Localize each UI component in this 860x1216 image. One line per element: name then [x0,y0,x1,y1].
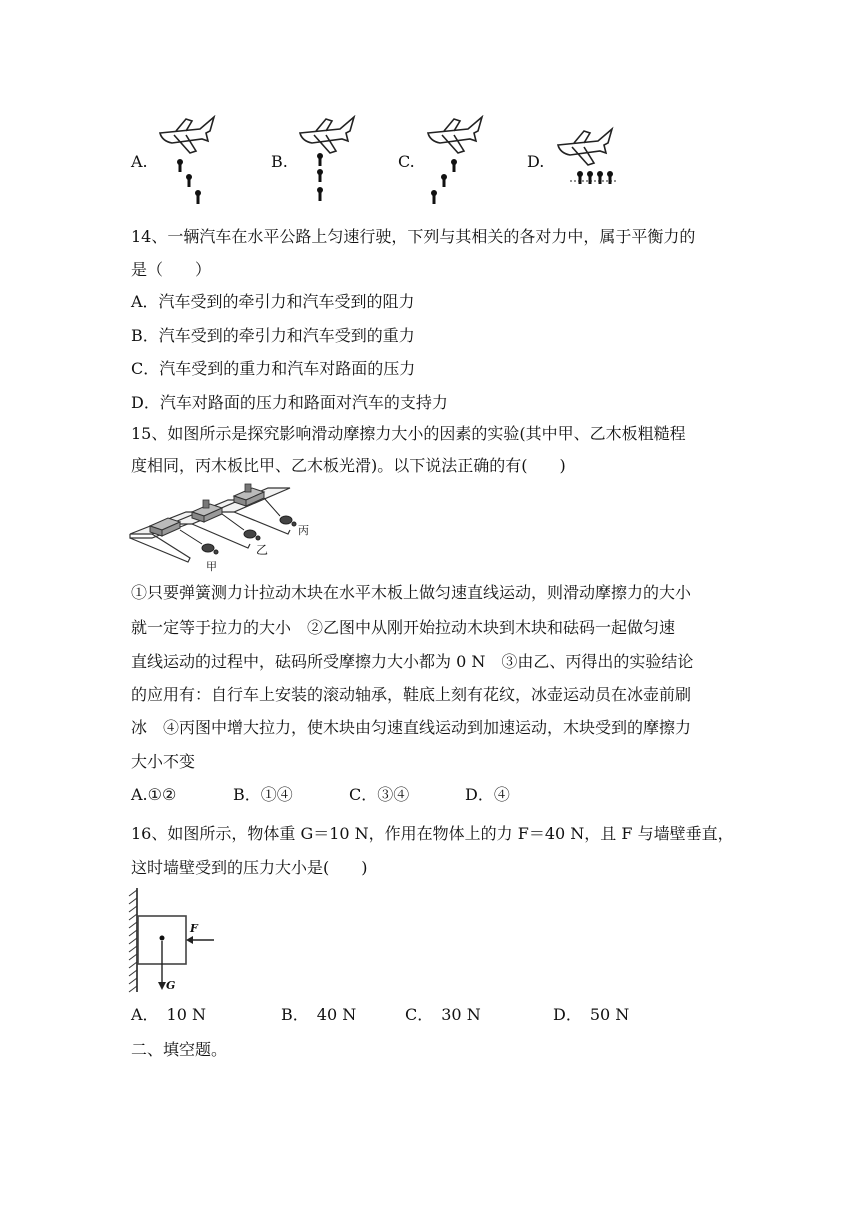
q15-body-line6: 大小不变 [131,752,196,771]
label-yi: 乙 [256,543,269,557]
q16-option-b: B． 40 N [281,1005,357,1024]
q13-option-b-label: B. [271,152,288,171]
block-yi [192,500,222,522]
q15-stem-line2: 度相同，丙木板比甲、乙木板光滑)。以下说法正确的有( ) [131,456,566,475]
q15-body-line5: 冰 ④丙图中增大拉力，使木块由匀速直线运动到加速运动，木块受到的摩擦力 [131,718,692,737]
q14-stem-line1: 14、一辆汽车在水平公路上匀速行驶，下列与其相关的各对力中，属于平衡力的 [131,227,696,246]
q13-figure-d [552,125,632,195]
q15-body-line2: 就一定等于拉力的大小 ②乙图中从刚开始拉动木块到木块和砝码一起做匀速 [131,618,676,637]
bomb-c3 [431,190,437,204]
q16-wall-figure [126,886,222,996]
q15-option-b: B．①④ [233,785,293,804]
label-jia: 甲 [206,560,217,573]
bomb-b2 [317,169,323,182]
q13-option-c-label: C. [398,152,415,171]
q15-option-c: C．③④ [349,785,410,804]
q15-option-d: D．④ [465,785,510,804]
q14-option-b: B．汽车受到的牵引力和汽车受到的重力 [131,326,415,345]
q13-option-a-label: A. [131,152,148,171]
q15-body-line1: ①只要弹簧测力计拉动木块在水平木板上做匀速直线运动，则滑动摩擦力的大小 [131,583,692,602]
force-f-label: F [190,922,198,935]
bomb-a3 [195,190,201,204]
q14-option-d: D．汽车对路面的压力和路面对汽车的支持力 [131,393,448,412]
q16-stem-line2: 这时墙壁受到的压力大小是( ) [131,858,368,877]
q13-figure-c [418,115,493,210]
q16-option-d: D． 50 N [553,1005,630,1024]
q15-option-a: A.①② [131,785,177,804]
bomb-d-row [577,171,613,184]
q16-option-a: A． 10 N [131,1005,207,1024]
bomb-a2 [186,174,192,187]
q14-option-c: C．汽车受到的重力和汽车对路面的压力 [131,359,416,378]
q13-option-d-label: D. [527,152,545,171]
wall-hatching [129,890,137,992]
q13-figure-b [292,115,362,210]
bomb-b1 [317,153,323,166]
q14-option-a: A．汽车受到的牵引力和汽车受到的阻力 [131,292,415,311]
bomb-b3 [317,187,323,201]
q14-stem-line2: 是（ ） [131,260,212,279]
label-bing: 丙 [298,524,309,537]
section-2-heading: 二、填空题。 [131,1040,228,1059]
q15-stem-line1: 15、如图所示是探究影响滑动摩擦力大小的因素的实验(其中甲、乙木板粗糙程 [131,424,686,443]
bomb-c1 [451,159,457,172]
q16-stem-line1: 16、如图所示，物体重 G＝10 N，作用在物体上的力 F＝40 N，且 F 与墙壁垂直， [131,824,734,843]
bomb-c2 [441,174,447,187]
block-jia [150,518,180,536]
q15-friction-figure [128,482,328,574]
q15-body-line4: 的应用有：自行车上安装的滚动轴承，鞋底上刻有花纹，冰壶运动员在冰壶前刷 [131,685,692,704]
bomb-a1 [177,159,183,172]
gravity-g-label: G [166,979,176,992]
q16-option-c: C． 30 N [405,1005,481,1024]
q13-figure-a [152,115,222,210]
block-center [160,936,165,941]
block-bing [234,484,264,506]
q15-body-line3: 直线运动的过程中，砝码所受摩擦力大小都为 0 N ③由乙、丙得出的实验结论 [131,652,694,671]
